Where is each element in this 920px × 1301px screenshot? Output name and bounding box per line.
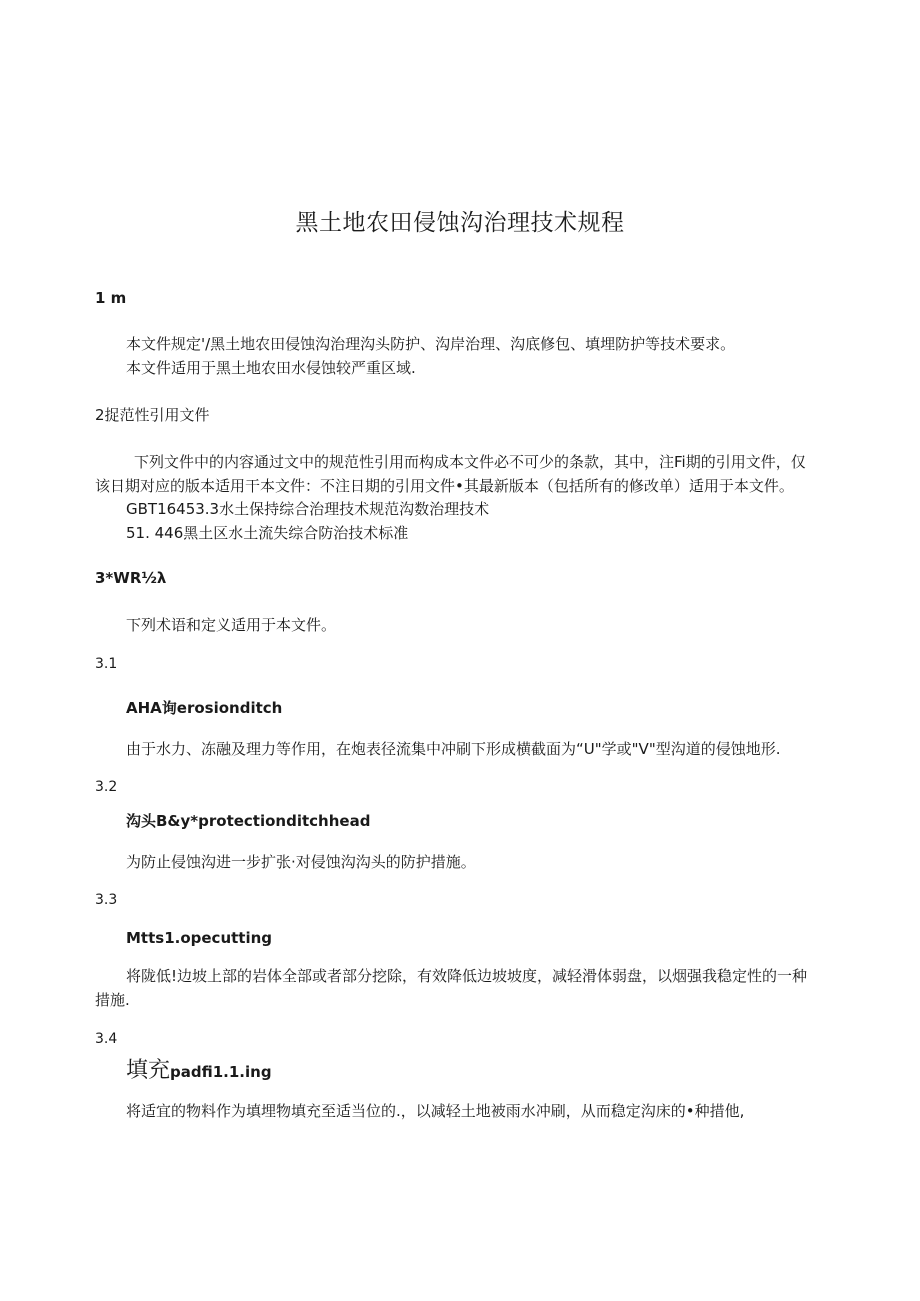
section-2-line-2: 该日期对应的版本适用干本文件：不注日期的引用文件•其最新版本（包括所有的修改单）适用于本文件。	[95, 477, 794, 495]
term-3-4-definition: 将适宜的物料作为填埋物填充至适当位的.，以减轻土地被雨水冲刷，从而稳定沟床的•种措他,	[126, 1102, 745, 1120]
section-1-line-1: 本文件规定'/黑土地农田侵蚀沟治理沟头防护、沟岸治理、沟底修包、填埋防护等技术要求。	[126, 335, 736, 353]
term-3-3-name: Mtts1.opecutting	[126, 929, 273, 947]
term-3-4-name-en: padfi1.1.ing	[170, 1063, 272, 1081]
section-1-heading: 1 m	[95, 289, 127, 307]
section-2-line-1: 下列文件中的内容通过文中的规范性引用而构成本文件必不可少的条款，其中，注Fi期的引用文件，仅	[134, 453, 806, 471]
term-3-3-number: 3.3	[95, 892, 118, 908]
section-2-line-3: GBT16453.3水土保持综合治理技术规范沟数治理技术	[126, 500, 490, 518]
document-title: 黑土地农田侵蚀沟治理技术规程	[295, 210, 625, 236]
term-3-2-name: 沟头B&y*protectionditchhead	[126, 812, 371, 830]
term-3-1-name: AHA询erosionditch	[126, 699, 283, 717]
term-3-1-number: 3.1	[95, 656, 118, 672]
term-3-1-definition: 由于水力、冻融及理力等作用，在炮表径流集中冲刷下形成横截面为“U"学或"V"型沟道的侵蚀地形.	[126, 740, 781, 758]
section-1-line-2: 本文件适用于黑土地农田水侵蚀较严重区域.	[126, 359, 416, 377]
section-2-heading: 2捉范性引用文件	[95, 406, 210, 424]
section-3-intro: 下列术语和定义适用于本文件。	[126, 616, 337, 634]
term-3-2-number: 3.2	[95, 779, 118, 795]
term-3-2-definition: 为防止侵蚀沟进一步扩张·对侵蚀沟沟头的防护措施。	[126, 853, 476, 871]
term-3-3-definition-line-1: 将陇低!边坡上部的岩体全部或者部分挖除，有效降低边坡坡度，减轻滑体弱盘，以烟强我稳定性的一种	[126, 967, 808, 985]
term-3-4-number: 3.4	[95, 1031, 118, 1047]
section-2-line-4: 51. 446黑土区水土流失综合防治技术标准	[126, 524, 409, 542]
term-3-3-definition-line-2: 措施.	[95, 991, 130, 1009]
term-3-4-name-cn: 填充	[126, 1058, 171, 1083]
section-3-heading: 3*WR½λ	[95, 569, 167, 587]
term-3-4-name	[126, 1053, 272, 1084]
